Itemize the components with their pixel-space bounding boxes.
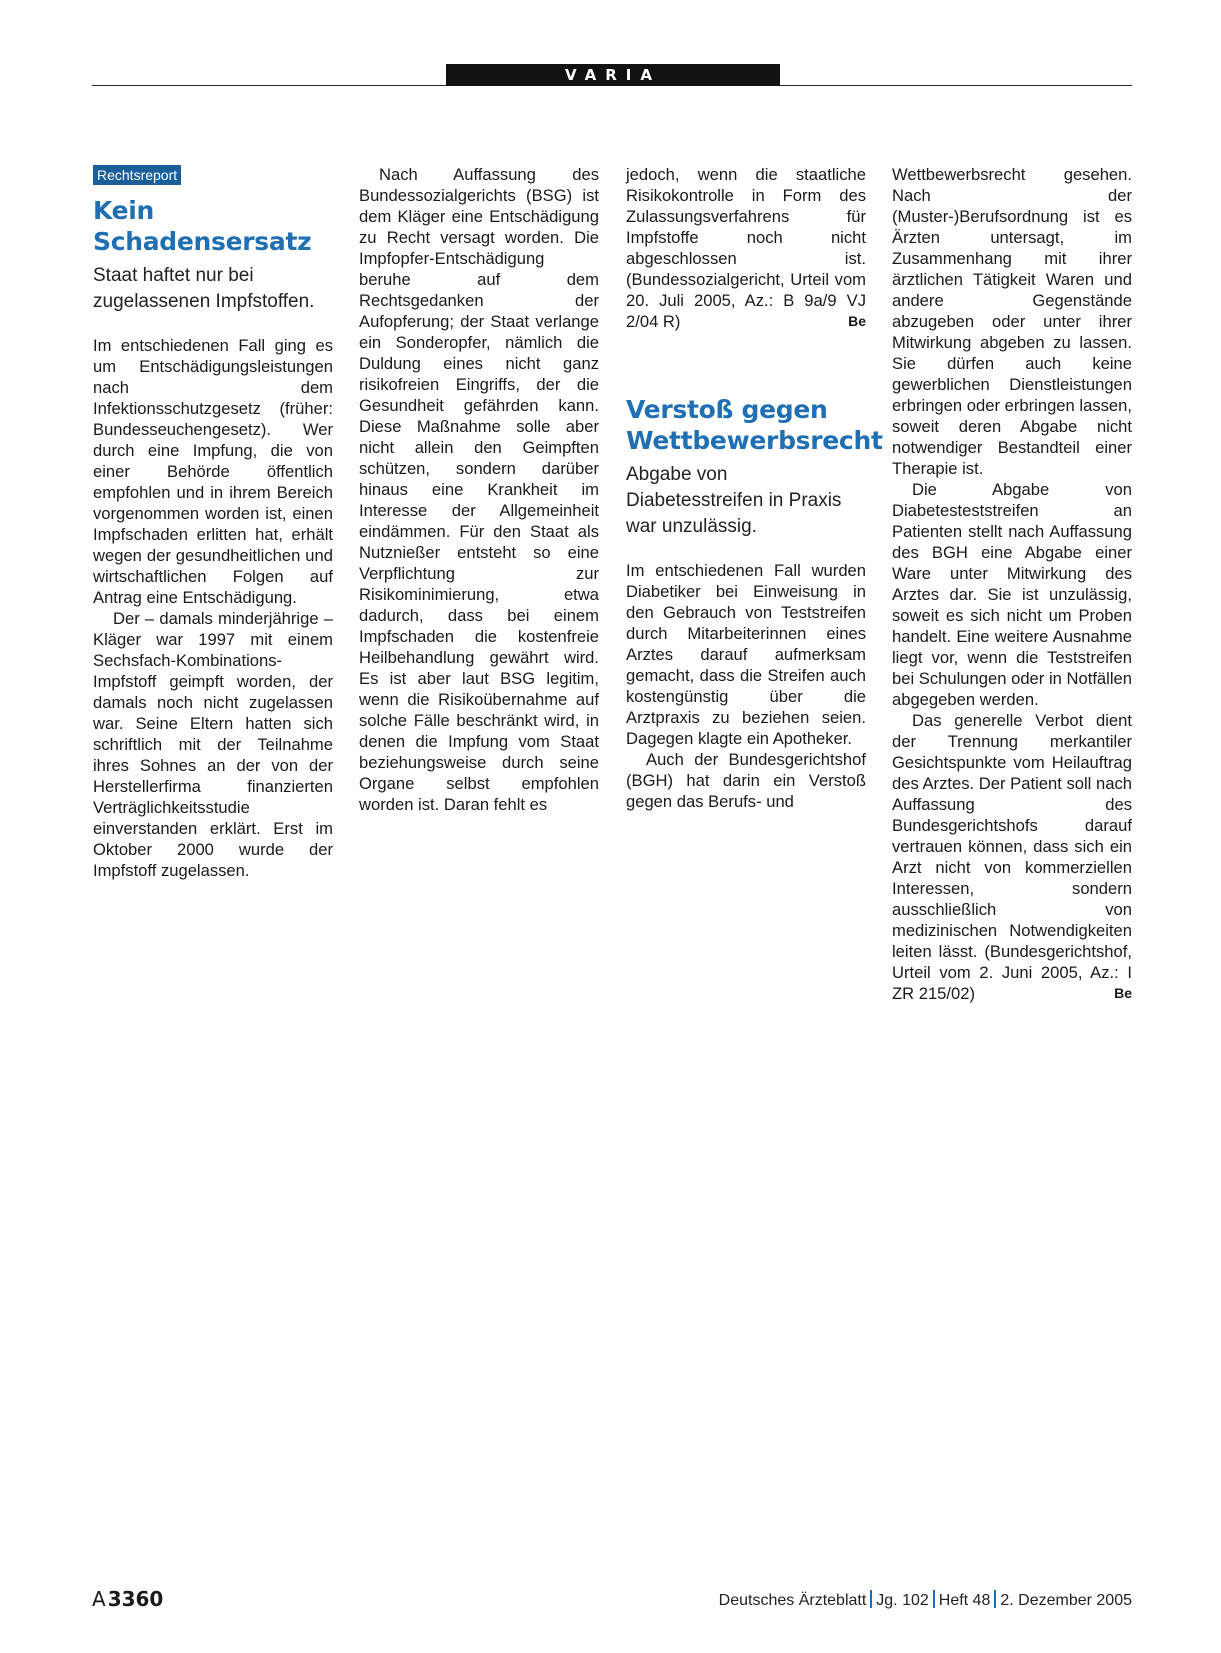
paragraph: [892, 710, 1132, 1004]
separator: [870, 1590, 872, 1608]
article-subhead: Staat haftet nur bei zugelassenen Impfstoffen.: [93, 265, 315, 312]
column-4: [892, 164, 1132, 1004]
journal-issue: Heft 48: [938, 1592, 991, 1609]
article-headline: Kein Schadensersatz: [93, 196, 312, 256]
separator: [994, 1590, 996, 1608]
journal-name: Deutsches Ärzteblatt: [718, 1592, 867, 1609]
column-2: [359, 164, 599, 815]
column-3: [626, 164, 883, 812]
paragraph: Im entschiedenen Fall ging es um Entschädigungsleistungen nach dem Infektionsschutzgesetz (früher: Bundesseuchengesetz). Wer durch eine Impfung, die von einer Behörde öffentlich empfohlen und in ihrem Bereich vorgenommen worden ist, einen Impfschaden erlitten hat, erhält wegen der gesundheitlichen und wirtschaftlichen Folgen auf Antrag eine Entschädigung.: [93, 336, 333, 607]
section-label: VARIA: [446, 64, 780, 86]
page-number: [92, 1587, 163, 1611]
journal-volume: Jg. 102: [876, 1592, 929, 1609]
paragraph-continuation: Wettbewerbsrecht gesehen. Nach der (Muster-)Berufsordnung ist es Ärzten untersagt, im Zusammenhang mit ihrer ärztlichen Tätigkeit Waren und andere Gegenstände abzugeben oder unter ihrer Mitwirkung abgeben zu lassen. Sie dürfen auch keine gewerblichen Dienstleistungen erbringen oder erbringen lassen, soweit deren Abgabe nicht notwendiger Bestandteil einer Therapie ist.: [892, 165, 1132, 478]
separator: [933, 1590, 935, 1608]
paragraph: Der – damals minderjährige – Kläger war 1997 mit einem Sechsfach-Kombinations-Impfstoff geimpft worden, der damals noch nicht zugelassen war. Seine Eltern hatten sich schriftlich mit der Teilnahme ihres Sohnes an der von der Herstellerfirma finanzierten Verträglichkeitsstudie einverstanden erklärt. Erst im Oktober 2000 wurde der Impfstoff zugelassen.: [93, 609, 333, 880]
page-number-value: 3360: [107, 1587, 164, 1611]
category-tag: Rechtsreport: [93, 165, 181, 185]
paragraph: Auch der Bundesgerichtshof (BGH) hat darin ein Verstoß gegen das Berufs- und: [626, 750, 866, 811]
page-prefix: A: [92, 1587, 106, 1611]
article-headline: Verstoß gegen Wettbewerbsrecht: [626, 395, 883, 455]
paragraph: Die Abgabe von Diabetesteststreifen an Patienten stellt nach Auffassung des BGH eine Abgabe einer Ware unter Mitwirkung des Arztes dar. Sie ist unzulässig, soweit es sich nicht um Proben handelt. Eine weitere Ausnahme liegt vor, wenn die Teststreifen bei Schulungen oder in Notfällen abgegeben werden.: [892, 480, 1132, 709]
author-initials: Be: [848, 313, 866, 329]
column-1: [93, 164, 333, 881]
paragraph-text: Das generelle Verbot dient der Trennung merkantiler Gesichtspunkte vom Heilauftrag des Arztes. Der Patient soll nach Auffassung des Bundesgerichtshofs darauf vertrauen können, dass sich ein Arzt nicht von kommerziellen Interessen, sondern ausschließlich von medizinischen Notwendigkeiten leiten lässt. (Bundesgerichtshof, Urteil vom 2. Juni 2005, Az.: I ZR 215/02): [892, 711, 1132, 1003]
paragraph: Nach Auffassung des Bundessozialgerichts (BSG) ist dem Kläger eine Entschädigung zu Recht versagt worden. Die Impfopfer-Entschädigung beruhe auf dem Rechtsgedanken der Aufopferung; der Staat verlange ein Sonderopfer, nämlich die Duldung eines nicht ganz risikofreien Eingriffs, der die Gesundheit gefährden kann. Diese Maßnahme solle aber nicht allein den Geimpften schützen, sondern darüber hinaus eine Krankheit im Interesse der Allgemeinheit eindämmen. Für den Staat als Nutznießer entsteht so eine Verpflichtung zur Risikominimierung, etwa dadurch, dass bei einem Impfschaden die kostenfreie Heilbehandlung gewährt wird. Es ist aber laut BSG legitim, wenn die Risikoübernahme auf solche Fälle beschränkt wird, in denen die Impfung vom Staat beziehungsweise durch seine Organe selbst empfohlen worden ist. Daran fehlt es: [359, 165, 599, 814]
paragraph-continuation: jedoch, wenn die staatliche Risikokontrolle in Form des Zulassungsverfahrens für Impfstoffe noch nicht abgeschlossen ist. (Bundessozialgericht, Urteil vom 20. Juli 2005, Az.: B 9a/9 VJ 2/04 R) Be: [626, 165, 866, 331]
journal-date: 2. Dezember 2005: [1000, 1592, 1132, 1609]
author-initials: Be: [1114, 985, 1132, 1001]
journal-info: [719, 1590, 1132, 1610]
article-subhead: Abgabe von Diabetesstreifen in Praxis war unzulässig.: [626, 464, 842, 537]
paragraph: Im entschiedenen Fall wurden Diabetiker bei Einweisung in den Gebrauch von Teststreifen durch Mitarbeiterinnen eines Arztes darauf aufmerksam gemacht, dass die Streifen auch kostengünstig über die Arztpraxis zu beziehen seien. Dagegen klagte ein Apotheker.: [626, 561, 866, 748]
